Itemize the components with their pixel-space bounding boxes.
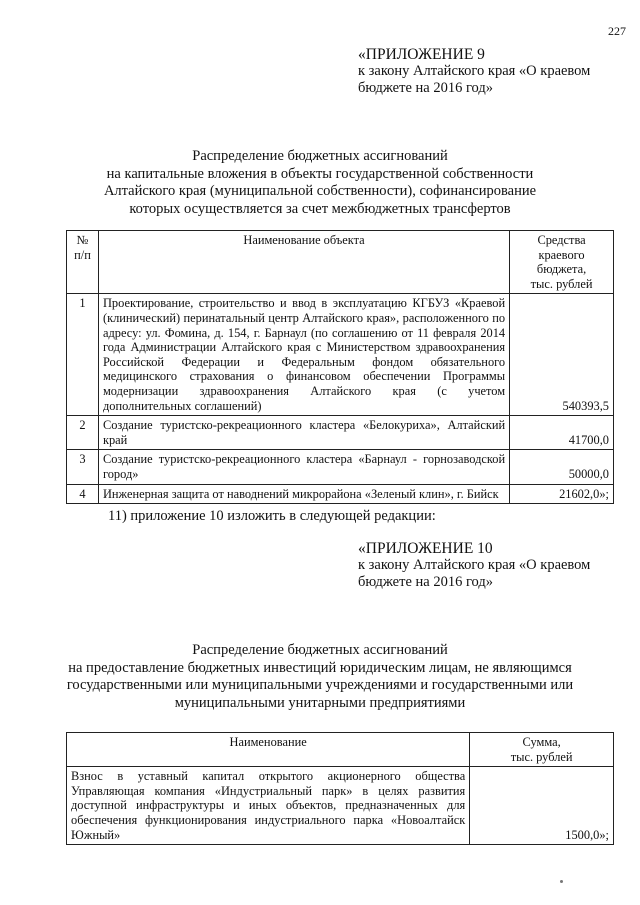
title-2 (0, 642, 640, 712)
row-investment-amount: 1500,0»; (470, 767, 614, 845)
row-object-name: Инженерная защита от наводнений микрорайона «Зеленый клин», г. Бийск (98, 484, 509, 504)
row-amount: 50000,0 (510, 450, 614, 484)
row-number: 4 (67, 484, 99, 504)
row-amount: 21602,0»; (510, 484, 614, 504)
header-amount-line3: тыс. рублей (530, 276, 593, 291)
row-object-name: Создание туристско-рекреационного кластера «Белокуриха», Алтайский край (98, 416, 509, 450)
table-1-header-row (67, 231, 614, 294)
appendix-9-line3: бюджете на 2016 год» (358, 80, 494, 96)
title-1-line2: на капитальные вложения в объекты государственной собственности (106, 165, 534, 182)
page-number: 227 (608, 24, 626, 38)
header-amount (510, 231, 614, 294)
row-object-name: Создание туристско-рекреационного кластера «Барнаул - горнозаводской город» (98, 450, 509, 484)
title-2-line2: на предоставление бюджетных инвестиций юридическим лицам, не являющимся (68, 659, 572, 676)
header-amount-line2: бюджета, (536, 262, 587, 277)
title-1-line4: которых осуществляется за счет межбюджетных трансфертов (129, 200, 511, 217)
row-object-name: Проектирование, строительство и ввод в эксплуатацию КГБУЗ «Краевой (клинический) перинатальный центр Алтайского края», расположенного по адресу: ул. Фомина, д. 154, г. Барнаул (по соглашению от 11 февраля 2014 года Администрации Алтайского края с Министерством здравоохранения Российской Федерации и Федеральным фондом обязательного медицинского страхования о финансовом обеспечении Программы модернизации здравоохранения Алтайского края (с учетом дополнительных соглашений) (98, 294, 509, 416)
title-1-line3: Алтайского края (муниципальной собственности), софинансирование (103, 183, 537, 199)
header-num-line1: № (76, 233, 89, 247)
header-amount-line1: Средства краевого (537, 233, 586, 262)
header-num (67, 231, 99, 294)
appendix-9-line2: к закону Алтайского края «О краевом (358, 63, 591, 79)
row-amount: 41700,0 (510, 416, 614, 450)
table-budget-investments (66, 732, 614, 845)
row-number: 1 (67, 294, 99, 416)
header-sum-line1: Сумма, (522, 735, 561, 749)
title-2-line1: Распределение бюджетных ассигнований (192, 642, 448, 658)
table-row (67, 767, 614, 845)
title-2-line3: государственными или муниципальными учреждениями и государственными или (66, 677, 574, 693)
title-1-line1: Распределение бюджетных ассигнований (192, 148, 448, 164)
scan-speck (560, 880, 563, 883)
appendix-10-heading (358, 540, 590, 591)
header-sum-line2: тыс. рублей (510, 749, 573, 764)
appendix-10-line3: бюджете на 2016 год» (358, 574, 494, 590)
row-amount: 540393,5 (510, 294, 614, 416)
appendix-9-line1: «ПРИЛОЖЕНИЕ 9 (358, 46, 485, 63)
table-row (67, 450, 614, 484)
header-object-name: Наименование объекта (98, 231, 509, 294)
row-investment-name: Взнос в уставный капитал открытого акционерного общества Управляющая компания «Индустриальный парк» в целях развития доступной инфраструктуры и иных объектов, предназначенных для обеспечения функционирования индустриального парка «Новоалтайск Южный» (67, 767, 470, 845)
row-number: 2 (67, 416, 99, 450)
amendment-paragraph: 11) приложение 10 изложить в следующей редакции: (108, 508, 436, 524)
appendix-10-line1: «ПРИЛОЖЕНИЕ 10 (358, 540, 493, 557)
row-number: 3 (67, 450, 99, 484)
title-1 (0, 148, 640, 218)
appendix-10-line2: к закону Алтайского края «О краевом (358, 557, 591, 573)
header-num-line2: п/п (74, 247, 91, 262)
table-capital-investments (66, 230, 614, 504)
title-2-line4: муниципальными унитарными предприятиями (174, 694, 466, 711)
table-row (67, 294, 614, 416)
header-sum (470, 733, 614, 767)
table-row (67, 484, 614, 504)
header-name: Наименование (67, 733, 470, 767)
table-2-header-row (67, 733, 614, 767)
appendix-9-heading (358, 46, 590, 97)
table-row (67, 416, 614, 450)
